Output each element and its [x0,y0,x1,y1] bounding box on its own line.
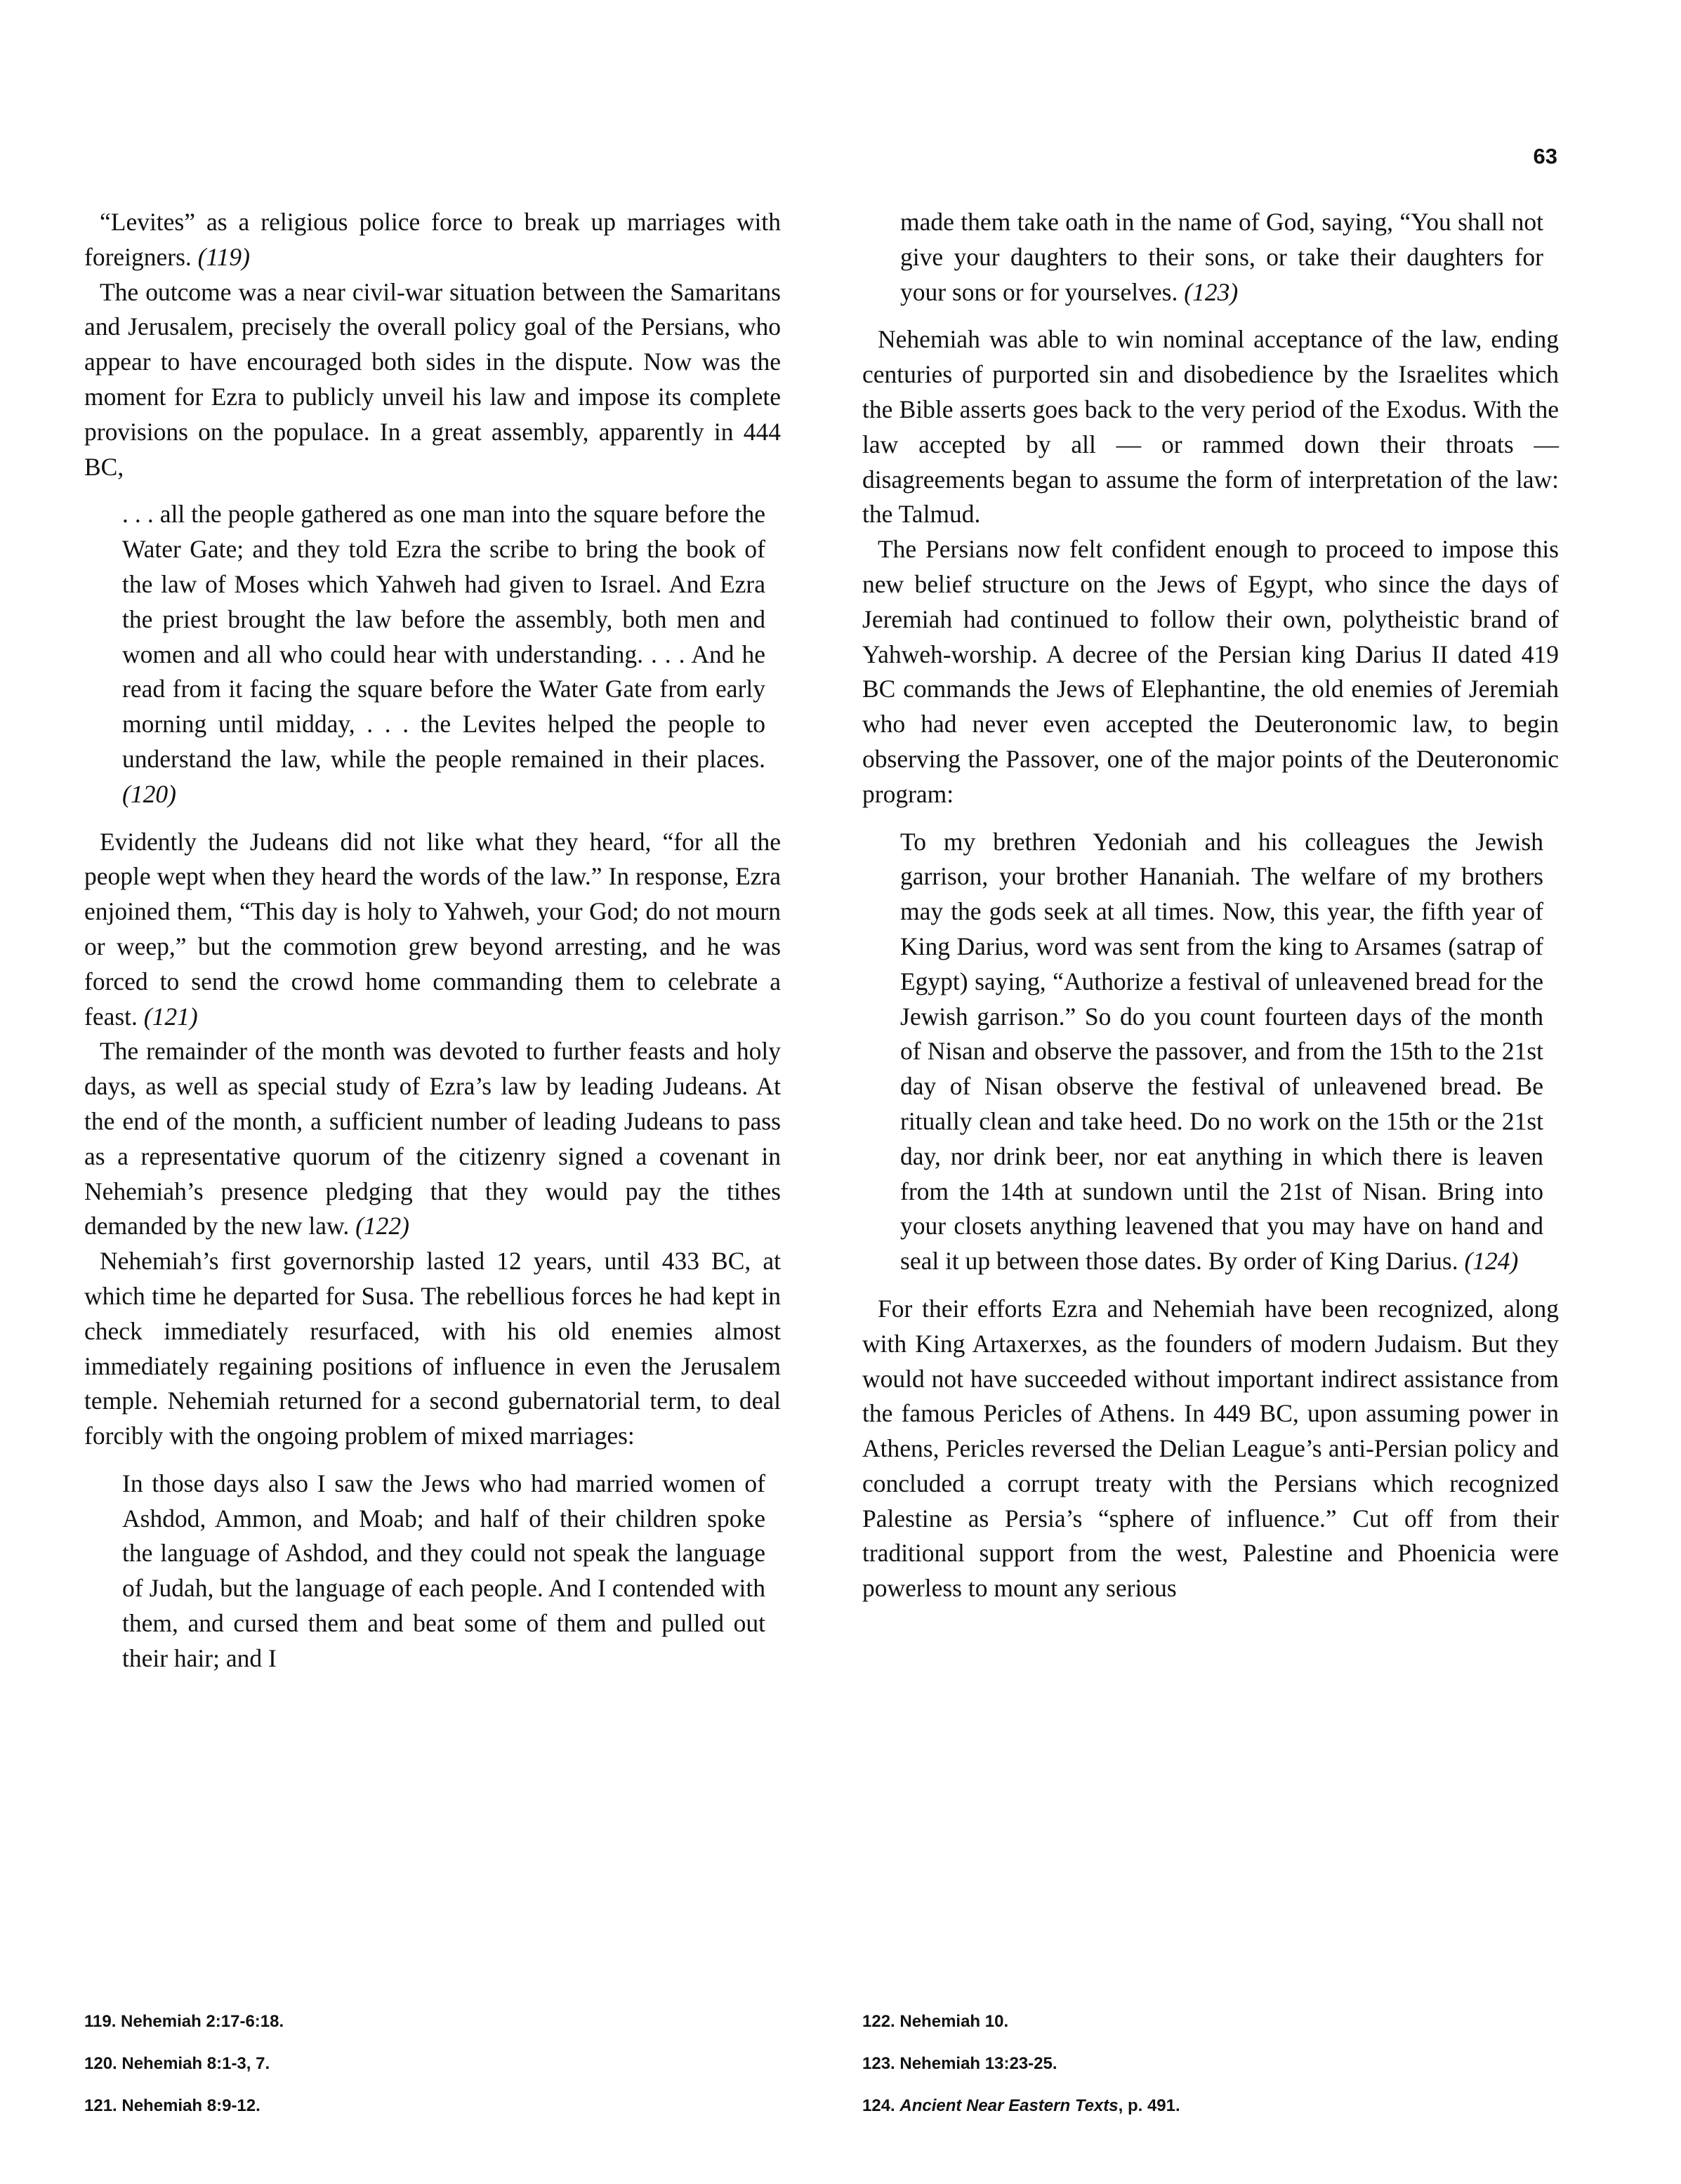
footnote [862,2001,1494,2043]
paragraph [862,322,1559,532]
footnote-text: 121. Nehemiah 8:9-12. [84,2096,261,2115]
paragraph-text: Nehemiah’s first governorship lasted 12 years, until 433 BC, at which time he departed for Susa. The rebellious forces he had kept in check immediately resurfaced, with his old enemies almost immediately regaining positions of influence in even the Jerusalem temple. Nehemiah returned for a second gubernatorial term, to deal forcibly with the ongoing problem of mixed marriages: [84,1247,781,1450]
block-quote [900,825,1543,1279]
paragraph [862,1292,1559,1606]
paragraph [84,275,781,485]
paragraph-text: In those days also I saw the Jews who had married women of Ashdod, Ammon, and Moab; and half of their children spoke the language of Ashdod, and they could not speak the language of Judah, but the language of each people. And I contended with them, and cursed them and beat some of them and pulled out their hair; and I [122,1469,765,1672]
paragraph-text: The outcome was a near civil-war situation between the Samaritans and Jerusalem, precisely the overall policy goal of the Persians, who appear to have encouraged both sides in the dispute. Now was the moment for Ezra to publicly unveil his law and impose its complete provisions on the populace. In a great assembly, apparently in 444 BC, [84,277,781,481]
paragraph [84,825,781,1035]
paragraph-text: . . . all the people gathered as one man into the square before the Water Gate; and they told Ezra the scribe to bring the book of the law of Moses which Yahweh had given to Israel. And Ezra the priest brought the law before the assembly, both men and women and all who could hear with understanding. . . . And he read from it facing the square before the Water Gate from early morning until midday, . . . the Levites helped the people to understand the law, while the people remained in their places. [122,500,765,773]
footnote-suffix: , p. 491. [1118,2096,1180,2115]
block-quote [900,205,1543,310]
paragraph-text: Evidently the Judeans did not like what they heard, “for all the people wept when they heard the words of the law.” In response, Ezra enjoined them, “This day is holy to Yahweh, your God; do not mourn or weep,” but the commotion grew beyond arresting, and he was forced to send the crowd home commanding them to celebrate a feast. [84,827,781,1031]
footnotes-left [84,2001,716,2127]
footnote-title: Ancient Near Eastern Texts [899,2096,1119,2115]
footnote-reference: (119) [197,242,250,271]
footnote-text: 120. Nehemiah 8:1-3, 7. [84,2054,270,2073]
footnote-reference: (123) [1184,277,1239,306]
paragraph-text: The Persians now felt confident enough to proceed to impose this new belief structure on the Jews of Egypt, who since the days of Jeremiah had continued to follow their own, polytheistic brand of Yahweh-worship. A decree of the Persian king Darius II dated 419 BC commands the Jews of Elephantine, the old enemies of Jeremiah who had never even accepted the Deuteronomic law, to begin observing the Passover, one of the major points of the Deuteronomic program: [862,535,1559,808]
paragraph-text: The remainder of the month was devoted to further feasts and holy days, as well as special study of Ezra’s law by leading Judeans. At the end of the month, a sufficient number of leading Judeans to pass as a representative quorum of the citizenry signed a covenant in Nehemiah’s presence pledging that they would pay the tithes demanded by the new law. [84,1037,781,1240]
footnote-text: 124. [862,2096,900,2115]
footnote [84,2043,716,2085]
footnote-reference: (122) [355,1212,410,1240]
paragraph [84,1244,781,1454]
left-column [84,205,781,1689]
page-number: 63 [1533,144,1557,168]
paragraph [84,1034,781,1244]
footnote [862,2043,1494,2085]
right-column [862,205,1559,1606]
footnote-text: 123. Nehemiah 13:23-25. [862,2054,1057,2073]
footnotes-right [862,2001,1494,2127]
footnote-text: 122. Nehemiah 10. [862,2012,1009,2031]
footnote [84,2001,716,2043]
paragraph-text: To my brethren Yedoniah and his colleagues the Jewish garrison, your brother Hananiah. The welfare of my brothers may the gods seek at all times. Now, this year, the fifth year of King Darius, word was sent from the king to Arsames (satrap of Egypt) saying, “Authorize a festival of unleavened bread for the Jewish garrison.” So do you count fourteen days of the month of Nisan and observe the passover, and from the 15th to the 21st day of Nisan observe the festival of unleavened bread. Be ritually clean and take heed. Do no work on the 15th or the 21st day, nor drink beer, nor eat anything in which there is leaven from the 14th at sundown until the 21st of Nisan. Bring into your closets anything leavened that you may have on hand and seal it up between those dates. By order of King Darius. [900,827,1543,1276]
block-quote [122,497,765,812]
paragraph-text: For their efforts Ezra and Nehemiah have been recognized, along with King Artaxerxes, as the founders of modern Judaism. But they would not have succeeded without important indirect assistance from the famous Pericles of Athens. In 449 BC, upon assuming power in Athens, Pericles reversed the Delian League’s anti-Persian policy and concluded a corrupt treaty with the Persians which recognized Palestine as Persia’s “sphere of influence.” Cut off from their traditional support from the west, Palestine and Phoenicia were powerless to mount any serious [862,1294,1559,1603]
block-quote [122,1467,765,1676]
paragraph-text: Nehemiah was able to win nominal acceptance of the law, ending centuries of purported sin and disobedience by the Israelites which the Bible asserts goes back to the very period of the Exodus. With the law accepted by all — or rammed down their throats — disagreements began to assume the form of interpretation of the law: the Talmud. [862,325,1559,529]
footnote-reference: (121) [143,1002,198,1031]
footnote [84,2085,716,2127]
paragraph-text: made them take oath in the name of God, saying, “You shall not give your daughters to their sons, or take their daughters for your sons or for yourselves. [900,208,1543,306]
footnote-reference: (120) [122,779,176,808]
paragraph-text: “Levites” as a religious police force to break up marriages with foreigners. [84,208,781,271]
footnote-text: 119. Nehemiah 2:17-6:18. [84,2012,284,2031]
paragraph [862,532,1559,812]
footnote [862,2085,1494,2127]
paragraph [84,205,781,275]
footnote-reference: (124) [1464,1247,1519,1276]
